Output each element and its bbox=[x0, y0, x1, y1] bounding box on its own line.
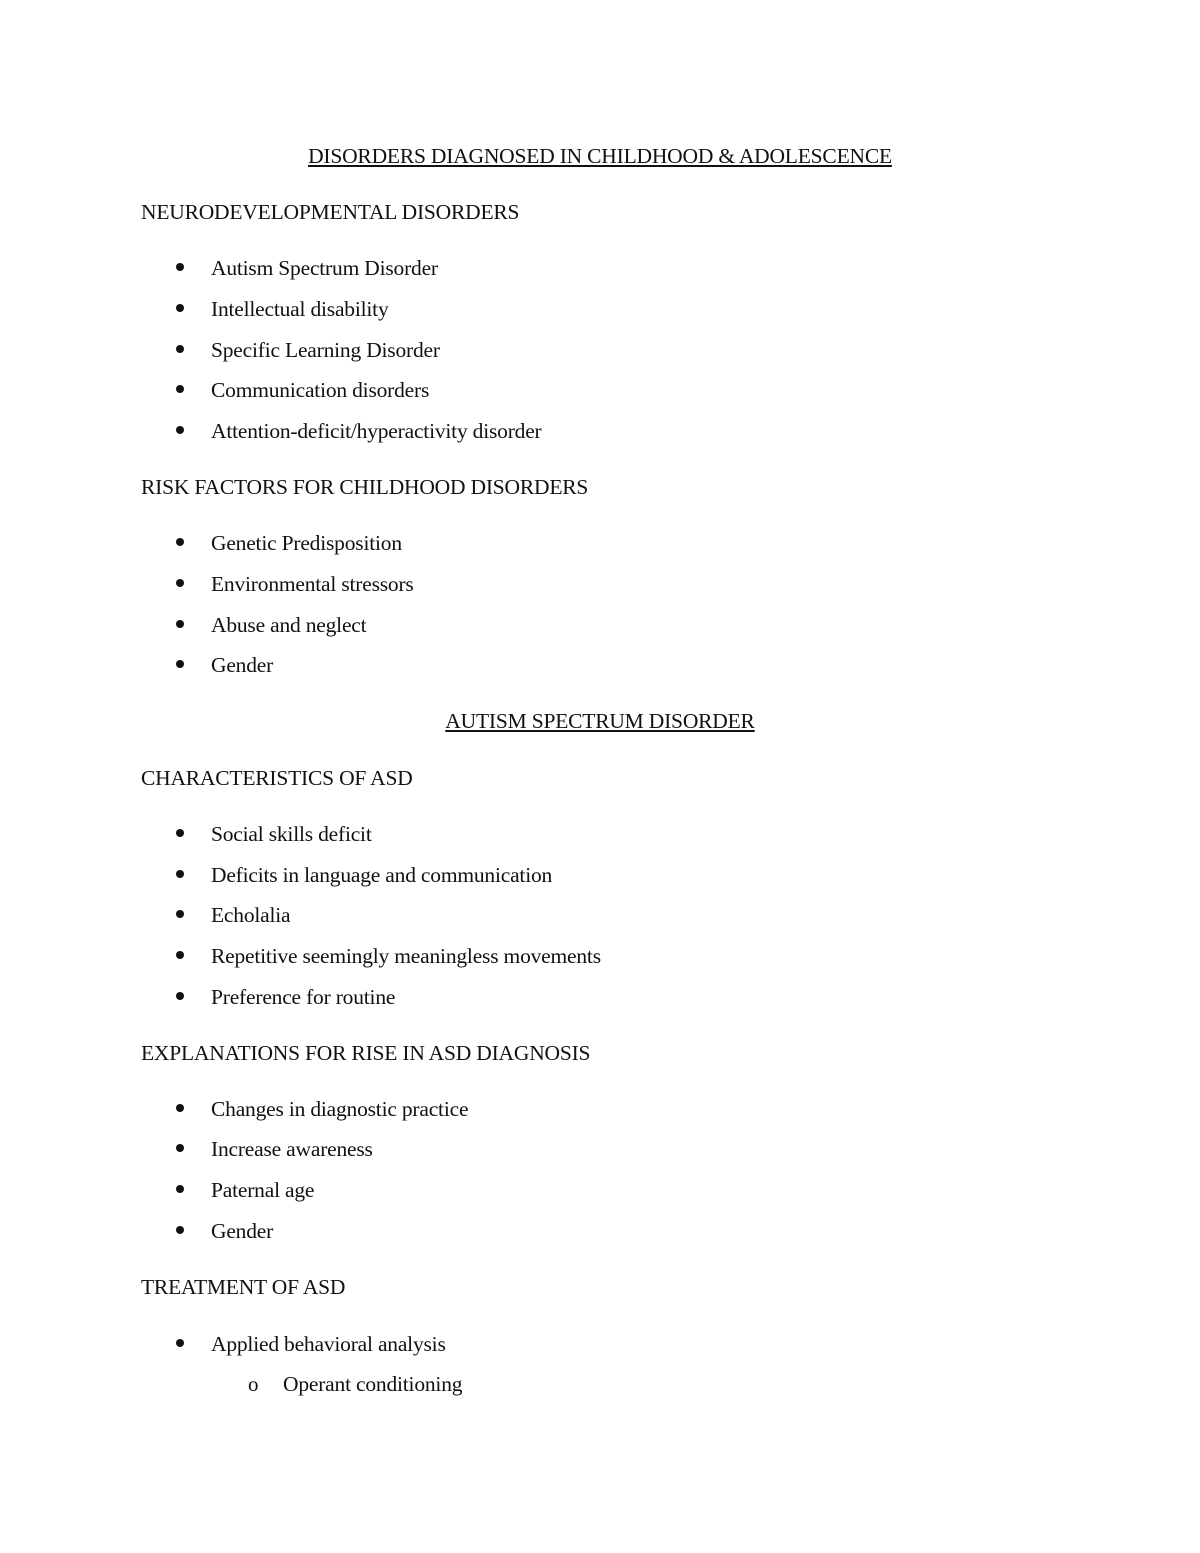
list-item: Preference for routine bbox=[211, 985, 396, 1009]
list-item: Attention-deficit/hyperactivity disorder bbox=[211, 419, 542, 443]
sub-bullet-marker: o bbox=[248, 1372, 259, 1396]
bullet-icon bbox=[176, 1339, 184, 1347]
list-item: Changes in diagnostic practice bbox=[211, 1097, 469, 1121]
list-item: Genetic Predisposition bbox=[211, 531, 402, 555]
bullet-icon bbox=[176, 1144, 184, 1152]
bullet-icon bbox=[176, 870, 184, 878]
bullet-icon bbox=[176, 992, 184, 1000]
bullet-icon bbox=[176, 620, 184, 628]
list-item: Increase awareness bbox=[211, 1137, 373, 1161]
list-item: Autism Spectrum Disorder bbox=[211, 256, 438, 280]
section-heading-characteristics: CHARACTERISTICS OF ASD bbox=[141, 766, 413, 790]
bullet-icon bbox=[176, 910, 184, 918]
document-title: DISORDERS DIAGNOSED IN CHILDHOOD & ADOLESCENCE bbox=[308, 144, 892, 168]
bullet-icon bbox=[176, 426, 184, 434]
list-item: Paternal age bbox=[211, 1178, 315, 1202]
sub-list-item: Operant conditioning bbox=[283, 1372, 463, 1396]
bullet-icon bbox=[176, 951, 184, 959]
bullet-icon bbox=[176, 345, 184, 353]
list-item: Echolalia bbox=[211, 903, 291, 927]
list-item: Communication disorders bbox=[211, 378, 430, 402]
section-title-asd: AUTISM SPECTRUM DISORDER bbox=[445, 709, 755, 733]
bullet-icon bbox=[176, 660, 184, 668]
list-item: Deficits in language and communication bbox=[211, 863, 553, 887]
section-heading-treatment: TREATMENT OF ASD bbox=[141, 1275, 346, 1299]
list-item: Repetitive seemingly meaningless movements bbox=[211, 944, 601, 968]
bullet-icon bbox=[176, 1226, 184, 1234]
bullet-icon bbox=[176, 1185, 184, 1193]
list-item: Gender bbox=[211, 1219, 274, 1243]
list-item: Gender bbox=[211, 653, 274, 677]
bullet-icon bbox=[176, 829, 184, 837]
bullet-icon bbox=[176, 579, 184, 587]
list-item: Social skills deficit bbox=[211, 822, 372, 846]
section-heading-explanations: EXPLANATIONS FOR RISE IN ASD DIAGNOSIS bbox=[141, 1041, 591, 1065]
list-item: Intellectual disability bbox=[211, 297, 389, 321]
bullet-icon bbox=[176, 304, 184, 312]
list-item: Abuse and neglect bbox=[211, 613, 367, 637]
bullet-icon bbox=[176, 538, 184, 546]
section-heading-neurodevelopmental: NEURODEVELOPMENTAL DISORDERS bbox=[141, 200, 520, 224]
bullet-icon bbox=[176, 1104, 184, 1112]
list-item: Applied behavioral analysis bbox=[211, 1332, 446, 1356]
bullet-icon bbox=[176, 385, 184, 393]
bullet-icon bbox=[176, 263, 184, 271]
list-item: Environmental stressors bbox=[211, 572, 414, 596]
section-heading-risk-factors: RISK FACTORS FOR CHILDHOOD DISORDERS bbox=[141, 475, 589, 499]
list-item: Specific Learning Disorder bbox=[211, 338, 440, 362]
